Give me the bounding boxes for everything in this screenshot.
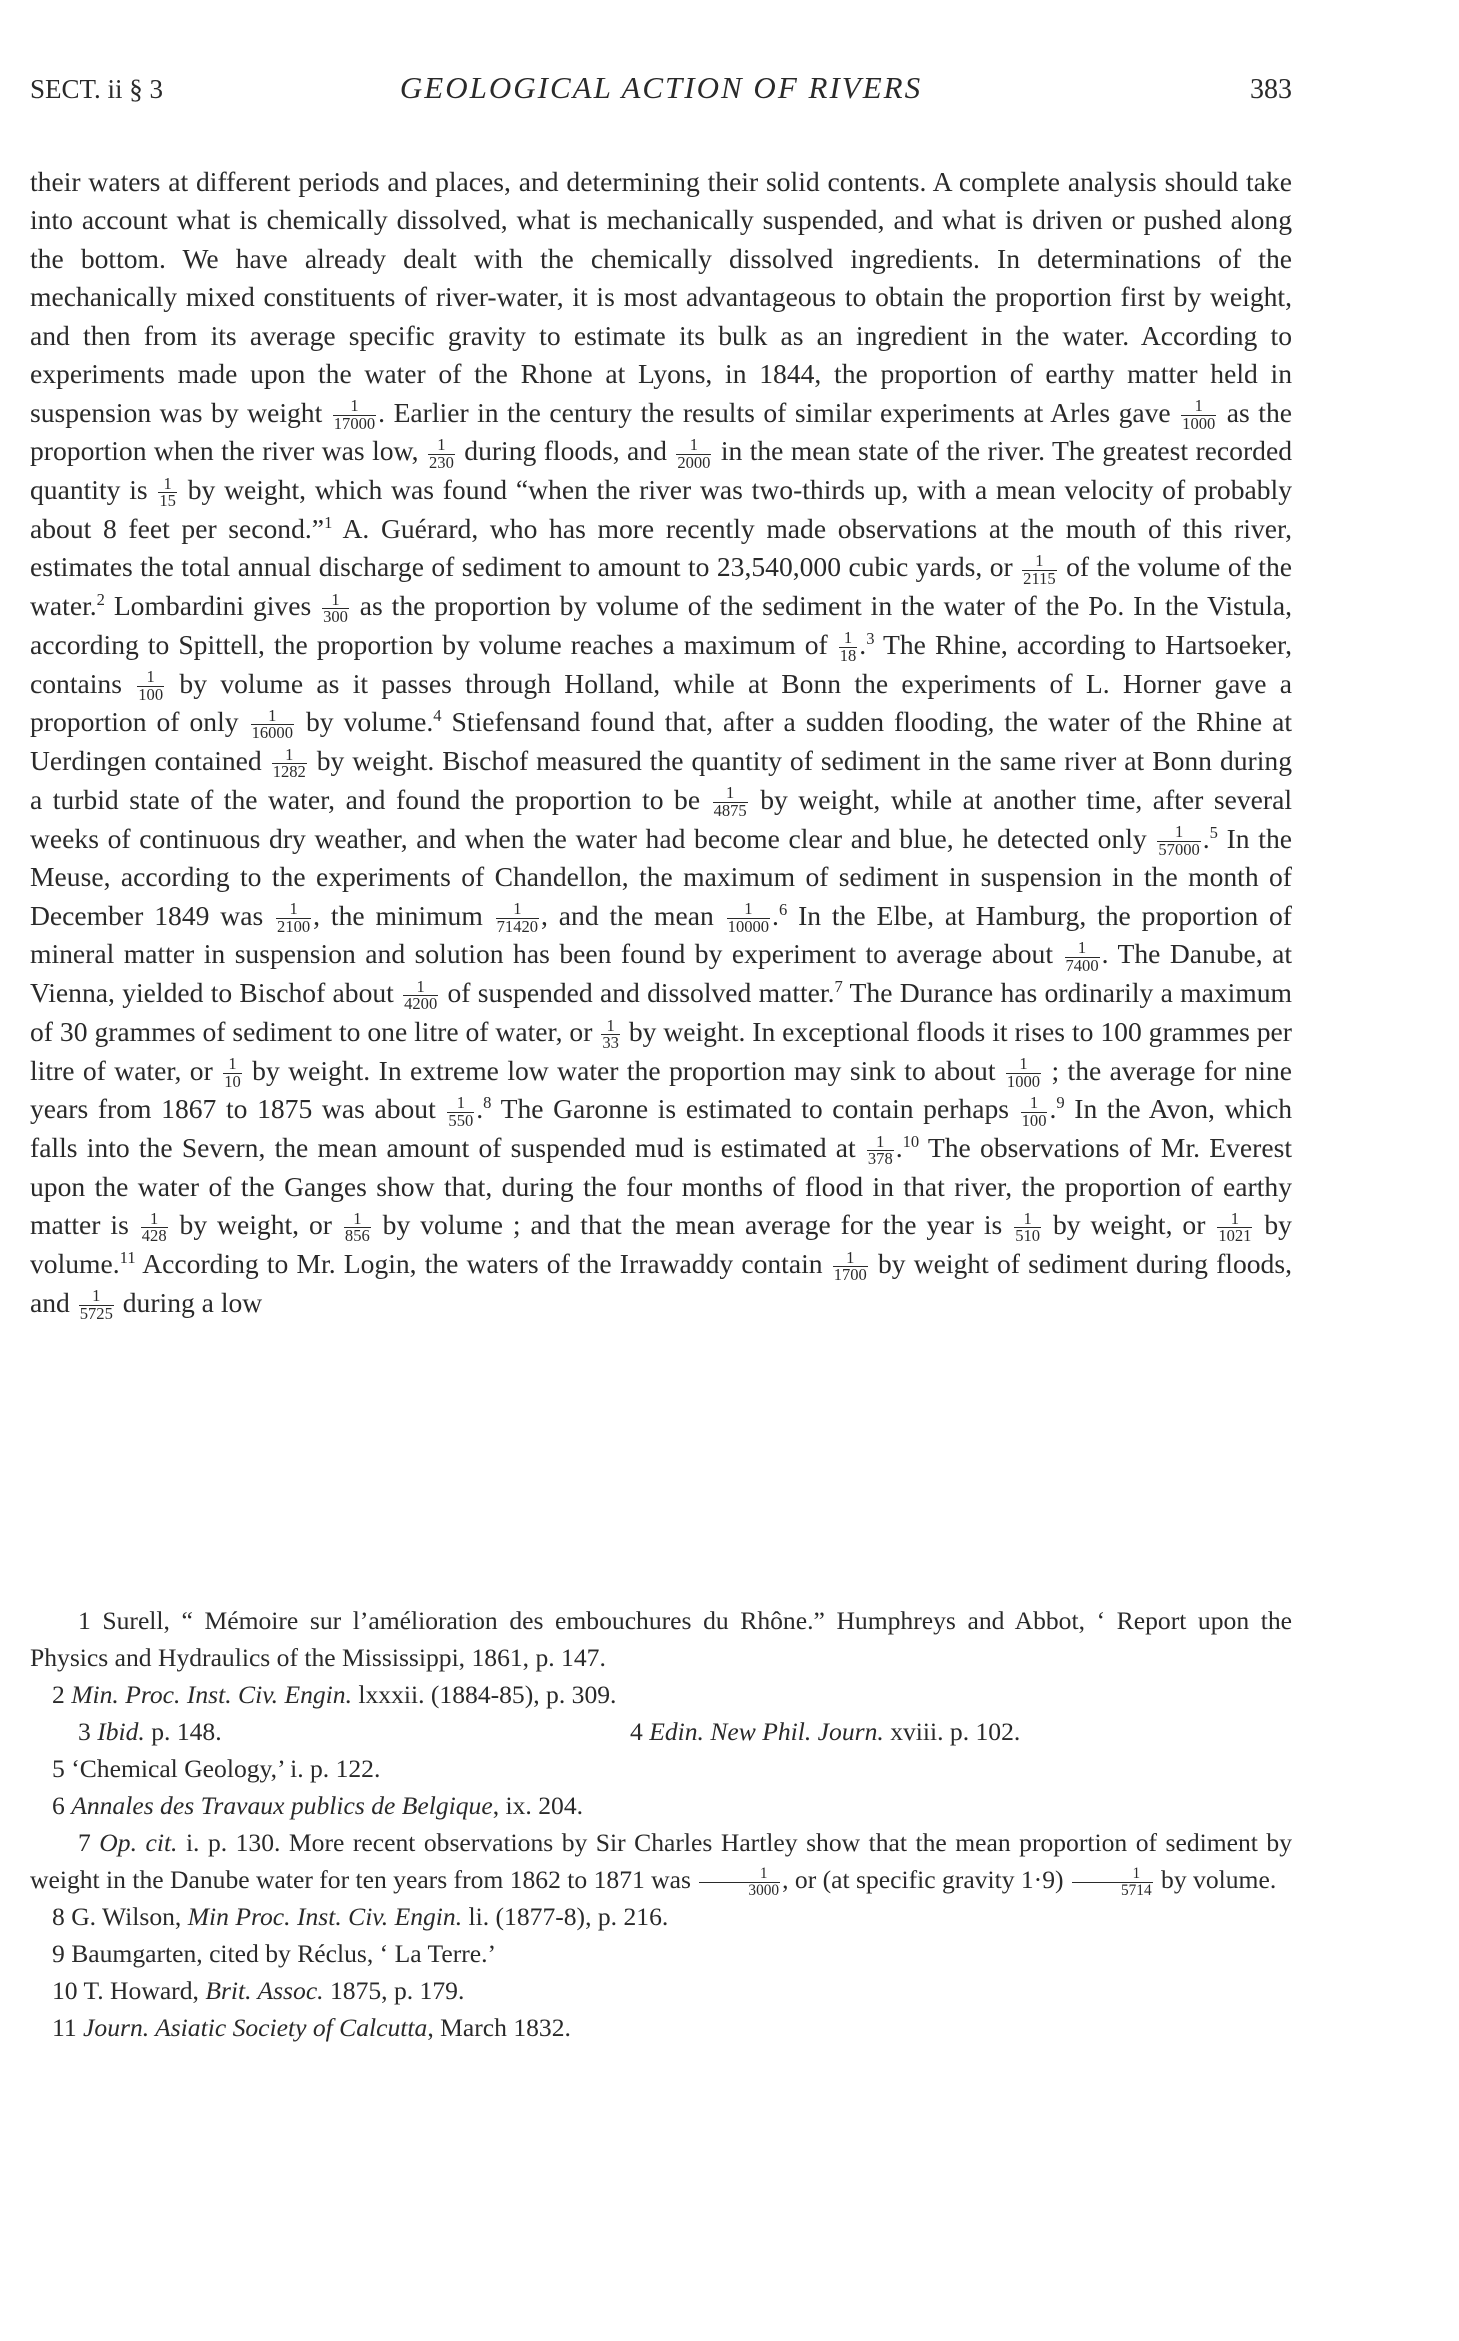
fraction-denominator: 378: [867, 1149, 893, 1169]
fraction-numerator: 1: [322, 592, 349, 610]
fraction: [333, 398, 376, 432]
text-run: .: [895, 1132, 903, 1164]
text-run: lxxxii. (1884-85), p. 309.: [351, 1680, 617, 1709]
fraction: [251, 705, 294, 743]
text-run: during floods, and: [456, 435, 675, 467]
footnote-ref: 11: [119, 1247, 136, 1267]
footnote-3: [78, 1713, 222, 1750]
fraction-denominator: 1000: [1006, 1071, 1041, 1091]
footnote-6: [30, 1787, 1292, 1824]
text-run: i. p. 130. More recent observations by Sir Charles Hartley show that the mean proportion of sediment by weight in the Danube water for ten years from 1862 to 1871 was: [30, 1828, 1292, 1894]
fraction-numerator: 1: [1021, 1095, 1048, 1113]
fraction: [158, 473, 177, 511]
fraction-numerator: 1: [496, 901, 539, 919]
text-run: by volume as it passes through Holland, while at Bonn the experiments of L. Horner gave a proportion of only: [30, 667, 1293, 738]
fraction-denominator: 550: [448, 1110, 474, 1130]
fraction-denominator: 856: [344, 1226, 370, 1246]
fraction: [428, 437, 455, 471]
fraction-denominator: 2000: [677, 452, 711, 472]
fraction-denominator: 57000: [1158, 839, 1200, 859]
fraction-denominator: 5725: [79, 1303, 113, 1323]
text-run: of suspended and dissolved matter.: [440, 977, 835, 1009]
text-run: as the proportion when the river was low,: [30, 396, 1292, 467]
fraction: [223, 1056, 242, 1090]
fraction-numerator: 1: [158, 476, 177, 494]
fraction-denominator: 428: [141, 1226, 167, 1246]
italic-title: Op. cit.: [99, 1828, 178, 1857]
fraction-numerator: 1: [223, 1056, 242, 1074]
fraction-numerator: 1: [867, 1134, 894, 1152]
fraction-numerator: 1: [137, 669, 164, 687]
footnote-ref: 3: [866, 628, 875, 648]
text-run: by weight, while at another time, after several weeks of continuous dry weather, and when the water had become clear and blue, he detected only: [30, 783, 1292, 854]
text-run: .: [476, 1093, 484, 1125]
text-run: .: [1049, 1093, 1057, 1125]
italic-title: Annales des Travaux publics de Belgique: [71, 1791, 493, 1820]
text-run: A. Guérard, who has more recently made observations at the mouth of this river, estimates the total annual discharge of sediment to amount to 23,540,000 cubic yards, or: [30, 512, 1292, 583]
fraction-denominator: 230: [429, 452, 454, 472]
text-run: their waters at different periods and places, and determining their solid contents. A complete analysis should take into account what is chemically dissolved, what is mechanically suspended, and what is driven or pushed along the bottom. We have already dealt with the chemically dissolved ingredients. In determinations of the mechanically mixed constituents of river-water, it is most advantageous to obtain the proportion first by weight, and then from its average specific gravity to estimate its bulk as an ingredient in the water. According to experiments made upon the water of the Rhone at Lyons, in 1844, the proportion of earthy matter held in suspension was by weight: [30, 166, 1292, 428]
italic-title: Min. Proc. Inst. Civ. Engin.: [71, 1680, 352, 1709]
fraction: [601, 1015, 620, 1053]
text-run: p. 148.: [144, 1717, 222, 1746]
fraction: [699, 1866, 780, 1898]
fraction-numerator: 1: [333, 398, 376, 416]
fraction-denominator: 17000: [333, 413, 376, 433]
text-run: . The Danube, at Vienna, yielded to Bischof about: [30, 938, 1292, 1009]
fraction-numerator: 1: [1014, 1211, 1041, 1229]
text-run: 10 T. Howard,: [52, 1976, 206, 2005]
fraction-denominator: 15: [159, 491, 176, 511]
fraction-numerator: 1: [699, 1866, 780, 1882]
text-run: by weight, or: [169, 1209, 342, 1241]
fraction-denominator: 16000: [251, 723, 293, 743]
text-run: xviii. p. 102.: [883, 1717, 1021, 1746]
fraction-denominator: 3000: [748, 1881, 780, 1899]
fraction-numerator: 1: [251, 708, 294, 726]
text-run: by weight. In exceptional floods it rises to 100 grammes per litre of water, or: [30, 1015, 1292, 1086]
body-paragraph: [30, 163, 1292, 1323]
fraction-denominator: 1700: [833, 1265, 867, 1285]
fraction-denominator: 4875: [713, 800, 747, 820]
text-run: by weight of sediment during floods, and: [30, 1248, 1292, 1318]
text-run: by weight, or: [1043, 1209, 1216, 1241]
italic-title: Journ. Asiatic Society of Calcutta: [83, 2013, 428, 2042]
fraction-denominator: 1021: [1218, 1226, 1252, 1246]
fraction-numerator: 1: [676, 437, 711, 455]
footnote-10: [30, 1972, 1292, 2009]
fraction-numerator: 1: [1065, 940, 1100, 958]
text-run: .: [1202, 822, 1210, 854]
section-label: SECT. ii § 3: [30, 74, 164, 104]
text-run: 9 Baumgarten, cited by Réclus, ‘ La Terre.’: [52, 1939, 497, 1968]
text-run: by volume.: [1154, 1865, 1277, 1894]
italic-title: Edin. New Phil. Journ.: [649, 1717, 884, 1746]
fraction-numerator: 1: [344, 1211, 371, 1229]
text-run: , ix. 204.: [492, 1791, 584, 1820]
footnote-ref: 2: [96, 589, 105, 609]
text-run: The Garonne is estimated to contain perhaps: [491, 1093, 1019, 1125]
text-run: , and the mean: [541, 899, 725, 931]
text-run: by volume.: [30, 1209, 1292, 1280]
fraction: [1014, 1208, 1041, 1246]
fraction-denominator: 2115: [1023, 568, 1056, 588]
fraction-denominator: 18: [839, 646, 857, 666]
text-run: by volume ; and that the mean average for the year is: [372, 1209, 1013, 1241]
fraction-denominator: 2100: [277, 916, 311, 936]
fraction-numerator: 1: [601, 1018, 620, 1036]
text-run: 11: [52, 2013, 84, 2042]
fraction: [1181, 398, 1216, 432]
fraction: [867, 1131, 894, 1169]
italic-title: Ibid.: [97, 1717, 145, 1746]
fraction-denominator: 71420: [496, 916, 539, 936]
fraction: [1065, 940, 1100, 974]
fraction: [322, 589, 349, 627]
text-run: as the proportion by volume of the sediment in the water of the Po. In the Vistula, according to Spittell, the proportion by volume reaches a maximum of: [30, 590, 1293, 660]
text-run: .: [772, 899, 779, 931]
fraction-denominator: 10000: [727, 916, 770, 936]
fraction-denominator: 300: [323, 607, 348, 627]
fraction-numerator: 1: [833, 1250, 868, 1268]
page-number: 383: [1250, 74, 1292, 105]
fraction-denominator: 510: [1015, 1226, 1041, 1246]
fraction-denominator: 5714: [1120, 1881, 1152, 1899]
fraction: [496, 901, 539, 935]
fraction: [272, 744, 307, 782]
footnote-4: [630, 1713, 1020, 1750]
text-run: According to Mr. Login, the waters of the Irrawaddy contain: [135, 1248, 831, 1280]
fraction: [137, 669, 164, 703]
footnote-9: [30, 1935, 1292, 1972]
fraction: [141, 1208, 168, 1246]
fraction: [276, 901, 311, 935]
footnote-1: [30, 1602, 1292, 1676]
fraction-numerator: 1: [141, 1211, 168, 1229]
fraction: [1072, 1866, 1153, 1898]
fraction: [1021, 1092, 1048, 1130]
text-run: during a low: [115, 1286, 263, 1318]
footnote-5: [30, 1750, 1292, 1787]
footnote-row-3-4: [30, 1713, 1292, 1750]
text-run: in the mean state of the river. The greatest recorded quantity is: [30, 435, 1292, 506]
italic-title: Brit. Assoc.: [205, 1976, 324, 2005]
text-run: by weight, which was found “when the river was two-thirds up, with a mean velocity of probably about 8 feet per second.”: [30, 474, 1293, 544]
fraction-numerator: 1: [1217, 1211, 1252, 1229]
text-run: . Earlier in the century the results of similar experiments at Arles gave: [378, 396, 1180, 428]
fraction-numerator: 1: [1072, 1866, 1153, 1882]
text-run: .: [859, 628, 867, 660]
fraction: [344, 1208, 371, 1246]
fraction-numerator: 1: [447, 1095, 474, 1113]
footnote-ref: 6: [778, 899, 788, 919]
fraction: [839, 630, 858, 664]
text-run: 8 G. Wilson,: [52, 1902, 188, 1931]
text-run: The Rhine, according to Hartsoeker, contains: [30, 628, 1292, 699]
fraction: [1006, 1056, 1041, 1090]
fraction: [1217, 1208, 1252, 1246]
fraction-numerator: 1: [839, 630, 858, 648]
fraction-numerator: 1: [713, 785, 748, 803]
text-run: 2: [52, 1680, 72, 1709]
text-run: The observations of Mr. Everest upon the water of the Ganges show that, during the four months of flood in that river, the proportion of earthy matter is: [30, 1132, 1293, 1241]
fraction-denominator: 100: [138, 684, 164, 704]
fraction-numerator: 1: [1157, 824, 1200, 842]
fraction: [447, 1092, 474, 1130]
text-run: Lombardini gives: [104, 590, 321, 622]
text-run: The Durance has ordinarily a maximum of 30 grammes of sediment to one litre of water, or: [30, 977, 1292, 1047]
footnote-ref: 10: [902, 1131, 920, 1151]
text-run: 4: [630, 1717, 650, 1746]
text-run: li. (1877-8), p. 216.: [462, 1902, 669, 1931]
text-run: In the Avon, which falls into the Severn, the mean amount of suspended mud is estimated at: [30, 1093, 1293, 1164]
footnote-ref: 9: [1056, 1093, 1065, 1113]
text-run: of the volume of the water.: [30, 551, 1292, 622]
fraction-numerator: 1: [1022, 553, 1056, 571]
footnote-11: [30, 2009, 1292, 2046]
text-run: , March 1832.: [427, 2013, 571, 2042]
footnote-ref: 7: [834, 976, 843, 996]
text-run: Stiefensand found that, after a sudden flooding, the water of the Rhine at Uerdingen contained: [30, 706, 1293, 777]
fraction: [1157, 824, 1200, 858]
footnote-8: [30, 1898, 1292, 1935]
fraction-numerator: 1: [1181, 398, 1216, 416]
footnote-ref: 8: [483, 1093, 492, 1113]
footnote-ref: 4: [433, 706, 442, 726]
text-run: 6: [52, 1791, 72, 1820]
fraction-numerator: 1: [403, 979, 438, 997]
fraction: [727, 901, 770, 935]
footnote-ref: 5: [1209, 822, 1218, 842]
fraction: [713, 785, 748, 819]
footnote-ref: 1: [324, 512, 333, 532]
fraction: [833, 1247, 868, 1285]
fraction-numerator: 1: [79, 1288, 114, 1306]
footnotes: [30, 1602, 1292, 2046]
footnote-2: [30, 1676, 1292, 1713]
running-title: GEOLOGICAL ACTION OF RIVERS: [399, 70, 923, 105]
text-run: by weight. In extreme low water the proportion may sink to about: [243, 1054, 1004, 1086]
text-run: In the Meuse, according to the experiments of Chandellon, the maximum of sediment in suspension in the month of December 1849 was: [30, 822, 1292, 931]
text-run: , the minimum: [313, 899, 494, 931]
text-run: In the Elbe, at Hamburg, the proportion of mineral matter in suspension and solution has been found by experiment to average about: [30, 899, 1292, 970]
fraction-denominator: 1000: [1182, 413, 1216, 433]
fraction-numerator: 1: [727, 901, 770, 919]
fraction-numerator: 1: [1006, 1056, 1041, 1074]
fraction: [1022, 550, 1056, 588]
text-run: 1 Surell, “ Mémoire sur l’amélioration des embouchures du Rhône.” Humphreys and Abbot, ‘ Report upon the Physics and Hydraulics of the Mississippi, 1861, p. 147.: [30, 1606, 1292, 1672]
footnote-7: [30, 1824, 1292, 1898]
fraction-denominator: 4200: [404, 994, 438, 1014]
text-run: by weight. Bischof measured the quantity of sediment in the same river at Bonn during a turbid state of the water, and found the proportion to be: [30, 745, 1292, 815]
text-run: 7: [78, 1828, 100, 1857]
text-run: by volume.: [295, 706, 434, 738]
fraction-numerator: 1: [276, 901, 311, 919]
fraction-numerator: 1: [428, 437, 455, 455]
text-run: ; the average for nine years from 1867 to 1875 was about: [30, 1054, 1292, 1125]
fraction-denominator: 100: [1021, 1110, 1047, 1130]
running-header: [30, 64, 1292, 114]
fraction-denominator: 7400: [1065, 955, 1099, 975]
fraction: [676, 437, 711, 471]
fraction: [79, 1288, 114, 1322]
italic-title: Min Proc. Inst. Civ. Engin.: [187, 1902, 463, 1931]
fraction: [403, 976, 438, 1014]
text-run: 1875, p. 179.: [323, 1976, 465, 2005]
fraction-denominator: 10: [224, 1071, 241, 1091]
fraction-numerator: 1: [272, 747, 307, 765]
text-run: , or (at specific gravity 1·9): [782, 1865, 1070, 1894]
text-run: 5 ‘Chemical Geology,’ i. p. 122.: [52, 1754, 381, 1783]
text-run: 3: [78, 1717, 98, 1746]
fraction-denominator: 33: [602, 1033, 619, 1053]
fraction-denominator: 1282: [272, 762, 306, 782]
